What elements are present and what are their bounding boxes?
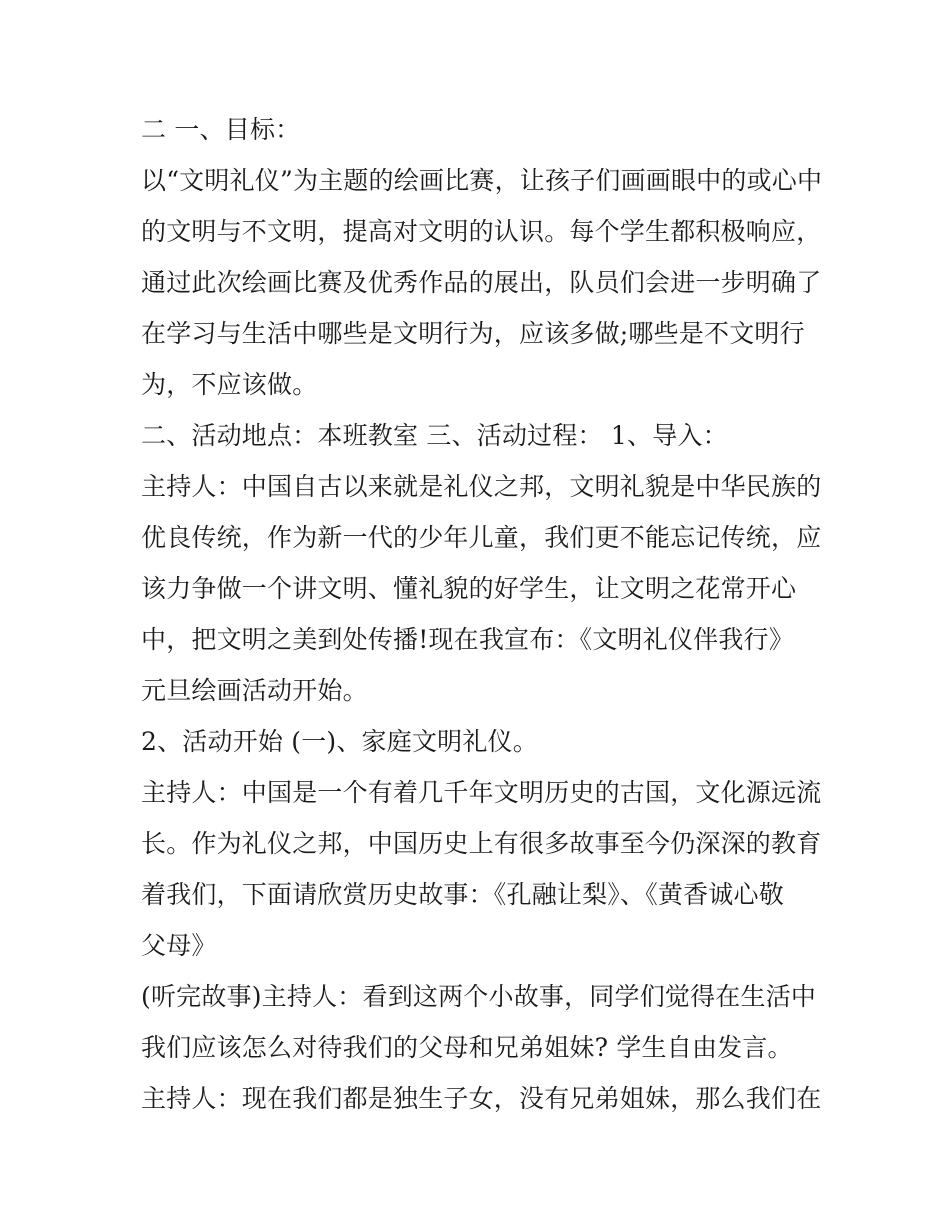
text-line: 为，不应该做。 [141,370,318,399]
text-line: 主持人：现在我们都是独生子女，没有兄弟姐妹，那么我们在 [141,1084,822,1113]
text-line: 长。作为礼仪之邦，中国历史上有很多故事至今仍深深的教育 [141,829,822,858]
text-line: 以“文明礼仪”为主题的绘画比赛，让孩子们画画眼中的或心中 [141,166,823,195]
text-line: 的文明与不文明，提高对文明的认识。每个学生都积极响应， [141,217,822,246]
text-line: 我们应该怎么对待我们的父母和兄弟姐妹? 学生自由发言。 [141,1033,793,1062]
document-body [141,110,821,1130]
text-line: 父母》 [141,931,217,960]
heading-location-process: 二、活动地点：本班教室 三、活动过程： 1、导入： [141,421,728,450]
text-line: (听完故事)主持人：看到这两个小故事，同学们觉得在生活中 [141,982,817,1011]
text-line: 中，把文明之美到处传播!现在我宣布：《文明礼仪伴我行》 [141,625,794,654]
text-line: 在学习与生活中哪些是文明行为，应该多做;哪些是不文明行 [141,319,805,348]
text-line: 优良传统，作为新一代的少年儿童，我们更不能忘记传统，应 [141,523,822,552]
text-line: 该力争做一个讲文明、懂礼貌的好学生，让文明之花常开心 [141,574,797,603]
heading-objective: 二 一、目标： [141,115,301,144]
text-line: 元旦绘画活动开始。 [141,676,368,705]
text-line: 主持人：中国是一个有着几千年文明历史的古国，文化源远流 [141,778,822,807]
heading-activity-start: 2、活动开始 (一)、家庭文明礼仪。 [141,727,538,756]
text-line: 通过此次绘画比赛及优秀作品的展出，队员们会进一步明确了 [141,268,822,297]
text-line: 主持人：中国自古以来就是礼仪之邦，文明礼貌是中华民族的 [141,472,822,501]
text-line: 着我们，下面请欣赏历史故事：《孔融让梨》、《黄香诚心敬 [141,880,784,909]
